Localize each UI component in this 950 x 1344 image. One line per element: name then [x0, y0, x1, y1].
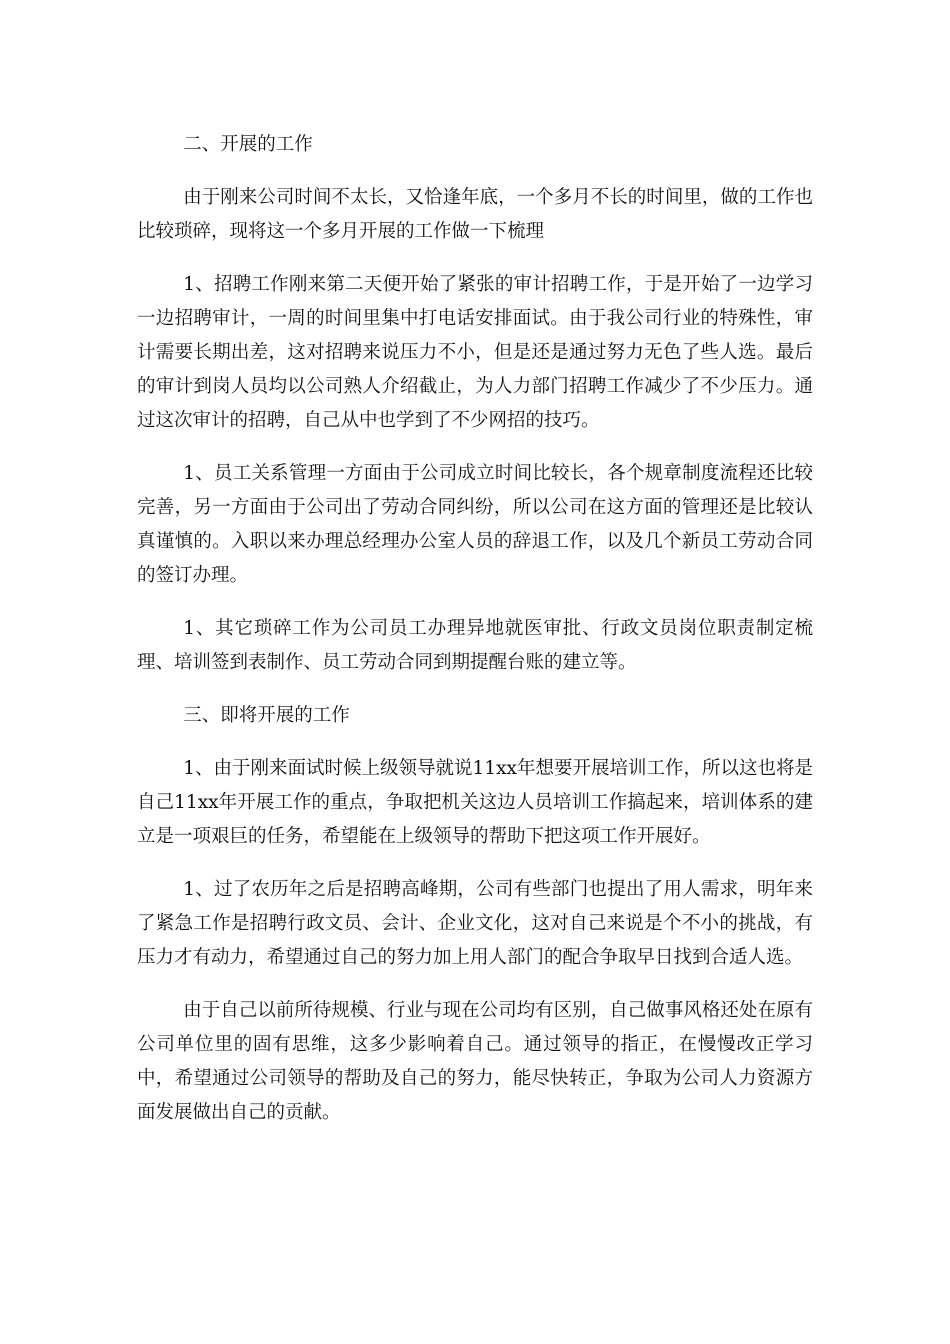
- paragraph-intro: 由于刚来公司时间不太长，又恰逢年底，一个多月不长的时间里，做的工作也比较琐碎，现将这一个多月开展的工作做一下梳理: [137, 187, 813, 242]
- paragraph-hiring-peak: 1、过了农历年之后是招聘高峰期，公司有些部门也提出了用人需求，明年来了紧急工作是招聘行政文员、会计、企业文化，这对自己来说是个不小的挑战，有压力才有动力，希望通过自己的努力加上用人部门的配合争取早日找到合适人选。: [137, 879, 813, 968]
- section-heading-upcoming-work: 三、即将开展的工作: [183, 705, 350, 726]
- section-heading-work-done: 二、开展的工作: [183, 134, 313, 155]
- paragraph-employee-relations: 1、员工关系管理一方面由于公司成立时间比较长，各个规章制度流程还比较完善，另一方面由于公司出了劳动合同纠纷，所以公司在这方面的管理还是比较认真谨慎的。入职以来办理总经理办公室人员的辞退工作，以及几个新员工劳动合同的签订办理。: [137, 463, 813, 586]
- paragraph-conclusion: 由于自己以前所待规模、行业与现在公司均有区别，自己做事风格还处在原有公司单位里的固有思维，这多少影响着自己。通过领导的指正，在慢慢改正学习中，希望通过公司领导的帮助及自己的努力，能尽快转正，争取为公司人力资源方面发展做出自己的贡献。: [137, 1000, 813, 1123]
- paragraph-other-tasks: 1、其它琐碎工作为公司员工办理异地就医审批、行政文员岗位职责制定梳理、培训签到表制作、员工劳动合同到期提醒台账的建立等。: [137, 618, 813, 673]
- paragraph-training-plan: 1、由于刚来面试时候上级领导就说11xx年想要开展培训工作，所以这也将是自己11xx年开展工作的重点，争取把机关这边人员培训工作搞起来，培训体系的建立是一项艰巨的任务，希望能在上级领导的帮助下把这项工作开展好。: [137, 758, 813, 847]
- paragraph-recruitment: 1、招聘工作刚来第二天便开始了紧张的审计招聘工作，于是开始了一边学习一边招聘审计，一周的时间里集中打电话安排面试。由于我公司行业的特殊性，审计需要长期出差，这对招聘来说压力不小，但是还是通过努力无色了些人选。最后的审计到岗人员均以公司熟人介绍截止，为人力部门招聘工作减少了不少压力。通过这次审计的招聘，自己从中也学到了不少网招的技巧。: [137, 274, 813, 431]
- document-body: [137, 128, 813, 1149]
